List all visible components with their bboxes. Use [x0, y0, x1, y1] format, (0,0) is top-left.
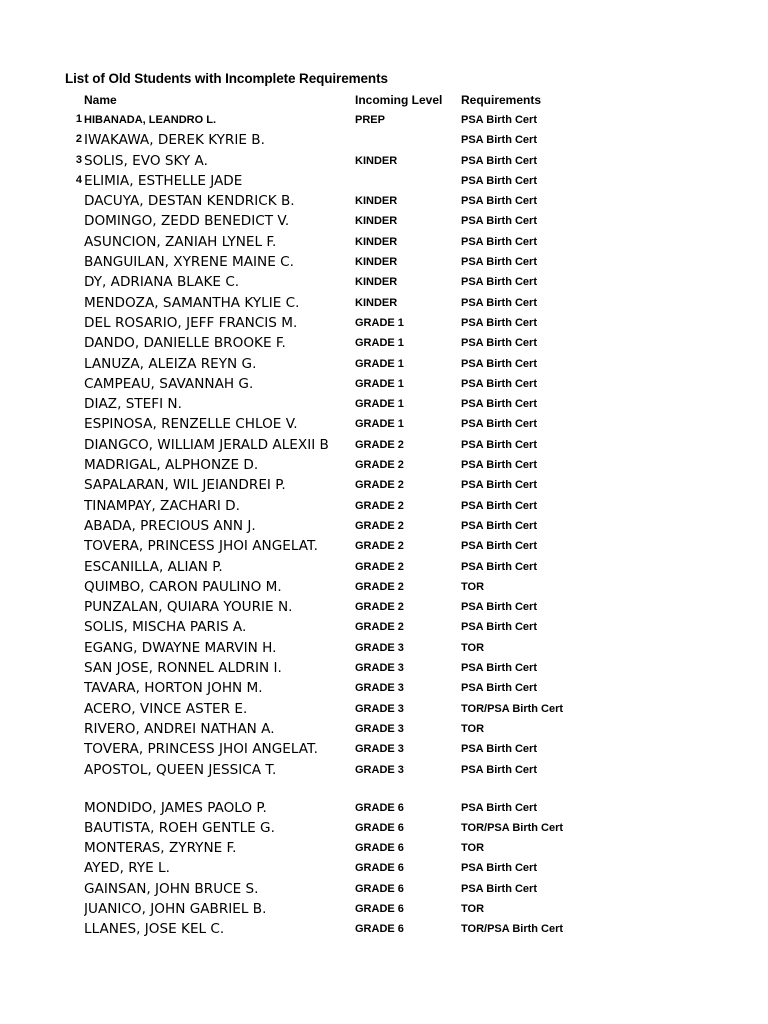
incoming-level-cell: GRADE 3	[355, 743, 404, 756]
student-name-cell: MENDOZA, SAMANTHA KYLIE C.	[84, 294, 300, 311]
table-row	[0, 374, 768, 394]
student-name-cell: SOLIS, EVO SKY A.	[84, 152, 208, 169]
table-row	[0, 293, 768, 313]
table-row	[0, 272, 768, 292]
requirements-cell: PSA Birth Cert	[461, 256, 537, 269]
requirements-cell: PSA Birth Cert	[461, 337, 537, 350]
incoming-level-cell: KINDER	[355, 256, 398, 269]
table-row	[0, 252, 768, 272]
table-row	[0, 191, 768, 211]
student-name-cell: APOSTOL, QUEEN JESSICA T.	[84, 761, 277, 778]
table-row	[0, 699, 768, 719]
requirements-cell: PSA Birth Cert	[461, 882, 537, 895]
requirements-cell: PSA Birth Cert	[461, 479, 537, 492]
requirements-cell: PSA Birth Cert	[461, 601, 537, 614]
incoming-level-cell: GRADE 3	[355, 763, 404, 776]
table-row	[0, 110, 768, 130]
table-row	[0, 798, 768, 818]
requirements-cell: TOR	[461, 903, 485, 916]
incoming-level-cell: GRADE 3	[355, 662, 404, 675]
incoming-level-cell: GRADE 2	[355, 519, 404, 532]
student-name-cell: BAUTISTA, ROEH GENTLE G.	[84, 819, 275, 836]
incoming-level-cell: GRADE 3	[355, 702, 404, 715]
incoming-level-cell: GRADE 2	[355, 540, 404, 553]
student-name-cell: DEL ROSARIO, JEFF FRANCIS M.	[84, 314, 298, 331]
table-row	[0, 739, 768, 759]
table-row	[0, 658, 768, 678]
table-row	[0, 333, 768, 353]
incoming-level-cell: GRADE 2	[355, 621, 404, 634]
requirements-cell: PSA Birth Cert	[461, 174, 537, 187]
requirements-cell: TOR	[461, 722, 485, 735]
requirements-cell: PSA Birth Cert	[461, 499, 537, 512]
student-name-cell: DIAZ, STEFI N.	[84, 396, 182, 413]
student-name-cell: CAMPEAU, SAVANNAH G.	[84, 375, 254, 392]
student-name-cell: AYED, RYE L.	[84, 860, 170, 877]
student-name-cell: ESCANILLA, ALIAN P.	[84, 558, 223, 575]
requirements-cell: TOR/PSA Birth Cert	[461, 923, 564, 936]
incoming-level-cell: GRADE 6	[355, 862, 404, 875]
student-name-cell: QUIMBO, CARON PAULINO M.	[84, 578, 282, 595]
incoming-level-cell: GRADE 2	[355, 499, 404, 512]
incoming-level-cell: GRADE 6	[355, 821, 404, 834]
requirements-cell: PSA Birth Cert	[461, 801, 537, 814]
row-number: 4	[75, 173, 82, 186]
student-name-cell: RIVERO, ANDREI NATHAN A.	[84, 720, 275, 737]
incoming-level-cell: KINDER	[355, 215, 398, 228]
requirements-cell: TOR	[461, 641, 485, 654]
incoming-level-cell: GRADE 3	[355, 641, 404, 654]
incoming-level-cell: GRADE 6	[355, 842, 404, 855]
table-row	[0, 760, 768, 780]
requirements-cell: PSA Birth Cert	[461, 662, 537, 675]
table-row	[0, 232, 768, 252]
requirements-cell: PSA Birth Cert	[461, 560, 537, 573]
table-row	[0, 899, 768, 919]
column-header-requirements: Requirements	[461, 93, 542, 107]
requirements-cell: PSA Birth Cert	[461, 862, 537, 875]
table-row	[0, 719, 768, 739]
incoming-level-cell: GRADE 3	[355, 682, 404, 695]
table-row	[0, 678, 768, 698]
student-name-cell: ACERO, VINCE ASTER E.	[84, 700, 248, 717]
incoming-level-cell: GRADE 1	[355, 377, 404, 390]
student-name-cell: MADRIGAL, ALPHONZE D.	[84, 457, 259, 474]
table-row	[0, 435, 768, 455]
requirements-cell: PSA Birth Cert	[461, 154, 537, 167]
table-row	[0, 151, 768, 171]
requirements-cell: PSA Birth Cert	[461, 215, 537, 228]
student-name-cell: DIANGCO, WILLIAM JERALD ALEXII B	[84, 436, 329, 453]
incoming-level-cell: GRADE 1	[355, 337, 404, 350]
requirements-cell: PSA Birth Cert	[461, 276, 537, 289]
table-row	[0, 516, 768, 536]
incoming-level-cell: GRADE 2	[355, 601, 404, 614]
incoming-level-cell: KINDER	[355, 235, 398, 248]
table-row	[0, 638, 768, 658]
incoming-level-cell: GRADE 6	[355, 923, 404, 936]
requirements-cell: PSA Birth Cert	[461, 743, 537, 756]
row-number: 2	[75, 133, 82, 146]
table-row	[0, 313, 768, 333]
column-header-name: Name	[84, 93, 117, 107]
student-name-cell: ELIMIA, ESTHELLE JADE	[84, 172, 243, 189]
table-row	[0, 475, 768, 495]
student-name-cell: DY, ADRIANA BLAKE C.	[84, 274, 240, 291]
student-name-cell: HIBANADA, LEANDRO L.	[84, 114, 216, 126]
student-name-cell: SAPALARAN, WIL JEIANDREI P.	[84, 477, 286, 494]
incoming-level-cell: GRADE 1	[355, 316, 404, 329]
requirements-cell: PSA Birth Cert	[461, 316, 537, 329]
table-row	[0, 394, 768, 414]
student-name-cell: DOMINGO, ZEDD BENEDICT V.	[84, 213, 290, 230]
student-name-cell: TOVERA, PRINCESS JHOI ANGELAT.	[84, 741, 318, 758]
requirements-cell: PSA Birth Cert	[461, 377, 537, 390]
student-name-cell: LLANES, JOSE KEL C.	[84, 921, 225, 938]
requirements-cell: PSA Birth Cert	[461, 418, 537, 431]
incoming-level-cell: GRADE 2	[355, 459, 404, 472]
row-number: 1	[75, 113, 82, 125]
table-row	[0, 818, 768, 838]
row-number: 3	[75, 153, 82, 166]
requirements-cell: TOR/PSA Birth Cert	[461, 702, 564, 715]
requirements-cell: PSA Birth Cert	[461, 459, 537, 472]
requirements-cell: TOR	[461, 842, 485, 855]
requirements-cell: PSA Birth Cert	[461, 519, 537, 532]
student-name-cell: ESPINOSA, RENZELLE CHLOE V.	[84, 416, 298, 433]
student-name-cell: JUANICO, JOHN GABRIEL B.	[84, 901, 267, 918]
table-row	[0, 597, 768, 617]
incoming-level-cell: KINDER	[355, 195, 398, 208]
student-table	[0, 110, 768, 940]
requirements-cell: PSA Birth Cert	[461, 235, 537, 248]
incoming-level-cell: GRADE 3	[355, 722, 404, 735]
requirements-cell: PSA Birth Cert	[461, 357, 537, 370]
requirements-cell: PSA Birth Cert	[461, 682, 537, 695]
table-row	[0, 557, 768, 577]
table-row	[0, 171, 768, 191]
table-row	[0, 130, 768, 150]
requirements-cell: PSA Birth Cert	[461, 296, 537, 309]
student-name-cell: PUNZALAN, QUIARA YOURIE N.	[84, 599, 293, 616]
table-row	[0, 617, 768, 637]
table-row	[0, 858, 768, 878]
table-row	[0, 919, 768, 939]
incoming-level-cell: KINDER	[355, 276, 398, 289]
student-name-cell: SOLIS, MISCHA PARIS A.	[84, 619, 247, 636]
requirements-cell: PSA Birth Cert	[461, 134, 537, 147]
student-name-cell: MONTERAS, ZYRYNE F.	[84, 840, 237, 857]
requirements-cell: PSA Birth Cert	[461, 763, 537, 776]
incoming-level-cell: GRADE 2	[355, 479, 404, 492]
table-row	[0, 838, 768, 858]
table-row	[0, 496, 768, 516]
student-name-cell: GAINSAN, JOHN BRUCE S.	[84, 880, 259, 897]
incoming-level-cell: GRADE 2	[355, 580, 404, 593]
student-name-cell: ABADA, PRECIOUS ANN J.	[84, 517, 256, 534]
requirements-cell: PSA Birth Cert	[461, 438, 537, 451]
requirements-cell: PSA Birth Cert	[461, 540, 537, 553]
incoming-level-cell: GRADE 6	[355, 801, 404, 814]
requirements-cell: PSA Birth Cert	[461, 114, 537, 126]
requirements-cell: TOR	[461, 580, 485, 593]
page-title: List of Old Students with Incomplete Requirements	[65, 71, 388, 86]
student-name-cell: DANDO, DANIELLE BROOKE F.	[84, 335, 286, 352]
incoming-level-cell: GRADE 1	[355, 398, 404, 411]
requirements-cell: PSA Birth Cert	[461, 195, 537, 208]
student-name-cell: LANUZA, ALEIZA REYN G.	[84, 355, 257, 372]
table-row	[0, 211, 768, 231]
student-name-cell: TOVERA, PRINCESS JHOI ANGELAT.	[84, 538, 318, 555]
student-name-cell: ASUNCION, ZANIAH LYNEL F.	[84, 233, 277, 250]
table-row	[0, 455, 768, 475]
requirements-cell: PSA Birth Cert	[461, 621, 537, 634]
requirements-cell: PSA Birth Cert	[461, 398, 537, 411]
incoming-level-cell: KINDER	[355, 296, 398, 309]
table-row	[0, 577, 768, 597]
requirements-cell: TOR/PSA Birth Cert	[461, 821, 564, 834]
student-name-cell: EGANG, DWAYNE MARVIN H.	[84, 639, 277, 656]
student-name-cell: TINAMPAY, ZACHARI D.	[84, 497, 240, 514]
student-name-cell: BANGUILAN, XYRENE MAINE C.	[84, 254, 294, 271]
incoming-level-cell: GRADE 2	[355, 438, 404, 451]
table-row	[0, 536, 768, 556]
incoming-level-cell: GRADE 1	[355, 357, 404, 370]
table-row	[0, 414, 768, 434]
incoming-level-cell: KINDER	[355, 154, 398, 167]
student-name-cell: MONDIDO, JAMES PAOLO P.	[84, 799, 267, 816]
table-row	[0, 879, 768, 899]
student-name-cell: IWAKAWA, DEREK KYRIE B.	[84, 132, 265, 149]
incoming-level-cell: PREP	[355, 114, 385, 126]
student-name-cell: DACUYA, DESTAN KENDRICK B.	[84, 193, 295, 210]
student-name-cell: SAN JOSE, RONNEL ALDRIN I.	[84, 660, 282, 677]
incoming-level-cell: GRADE 2	[355, 560, 404, 573]
blank-row	[0, 780, 768, 798]
student-name-cell: TAVARA, HORTON JOHN M.	[84, 680, 263, 697]
table-row	[0, 354, 768, 374]
incoming-level-cell: GRADE 6	[355, 882, 404, 895]
incoming-level-cell: GRADE 6	[355, 903, 404, 916]
incoming-level-cell: GRADE 1	[355, 418, 404, 431]
column-header-incoming-level: Incoming Level	[355, 93, 443, 107]
